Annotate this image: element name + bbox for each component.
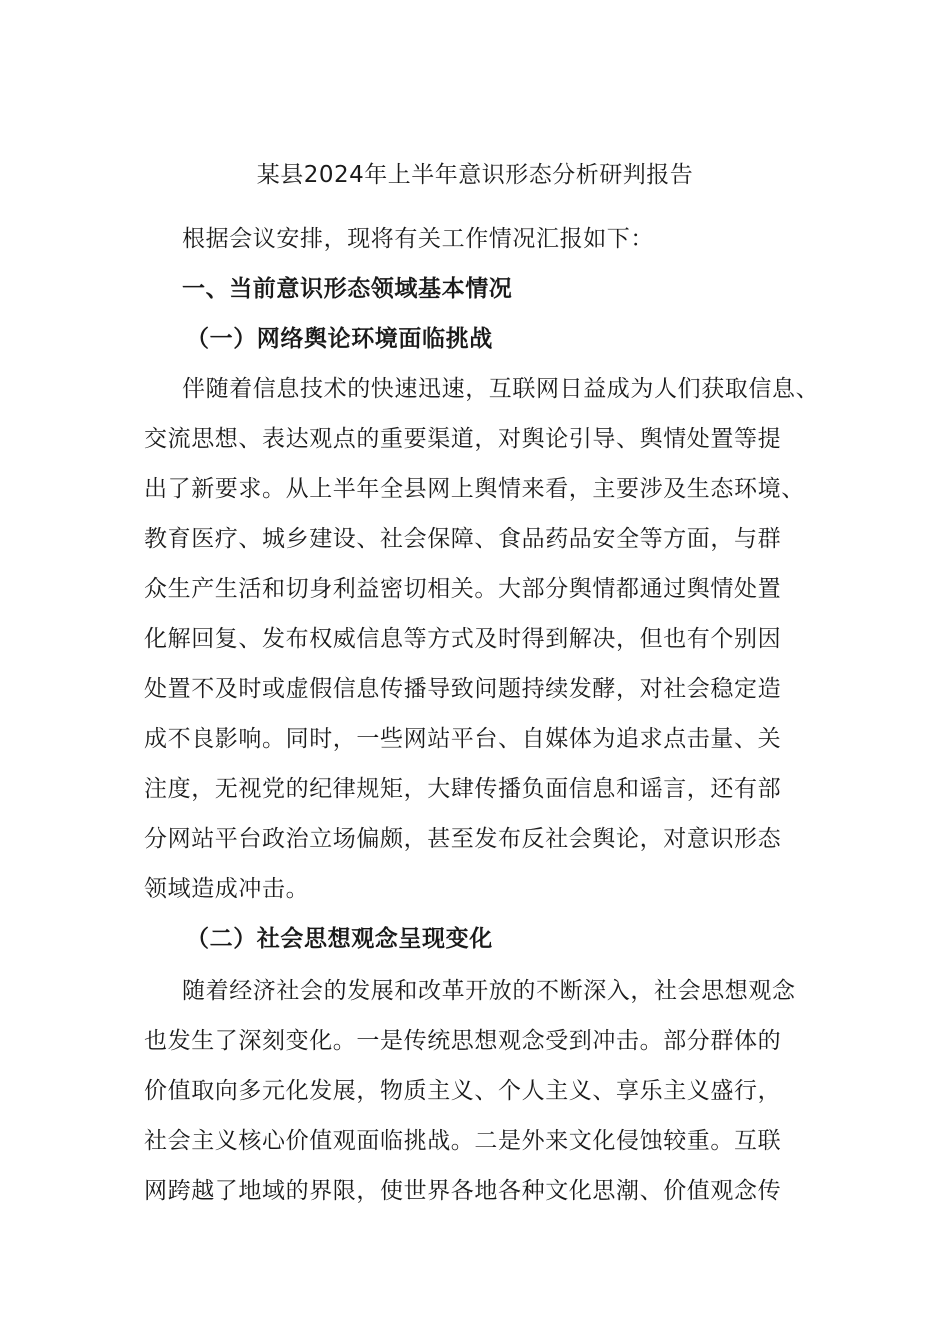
paragraph-line: 化解回复、发布权威信息等方式及时得到解决，但也有个别因 [144, 626, 782, 652]
paragraph-line: 出了新要求。从上半年全县网上舆情来看，主要涉及生态环境、 [144, 476, 805, 502]
paragraph-line: 交流思想、表达观点的重要渠道，对舆论引导、舆情处置等提 [144, 426, 782, 452]
subsection-heading-2: （二）社会思想观念呈现变化 [186, 926, 493, 952]
paragraph-line: 领域造成冲击。 [144, 876, 310, 902]
paragraph-line: 注度，无视党的纪律规矩，大肆传播负面信息和谣言，还有部 [144, 776, 782, 802]
subsection-heading-1: （一）网络舆论环境面临挑战 [186, 326, 493, 352]
paragraph-line: 伴随着信息技术的快速迅速，互联网日益成为人们获取信息、 [182, 376, 820, 402]
paragraph-line: 网跨越了地域的界限，使世界各地各种文化思潮、价值观念传 [144, 1178, 782, 1204]
paragraph-line: 成不良影响。同时，一些网站平台、自媒体为追求点击量、关 [144, 726, 782, 752]
paragraph-line: 随着经济社会的发展和改革开放的不断深入，社会思想观念 [182, 978, 796, 1004]
paragraph-line: 社会主义核心价值观面临挑战。二是外来文化侵蚀较重。互联 [144, 1128, 782, 1154]
paragraph-line: 教育医疗、城乡建设、社会保障、食品药品安全等方面，与群 [144, 526, 782, 552]
paragraph-line: 处置不及时或虚假信息传播导致问题持续发酵，对社会稳定造 [144, 676, 782, 702]
section-heading-1: 一、当前意识形态领域基本情况 [182, 276, 513, 302]
intro-paragraph: 根据会议安排，现将有关工作情况汇报如下： [182, 226, 654, 252]
paragraph-line: 众生产生活和切身利益密切相关。大部分舆情都通过舆情处置 [144, 576, 782, 602]
paragraph-line: 价值取向多元化发展，物质主义、个人主义、享乐主义盛行， [144, 1078, 782, 1104]
document-title: 某县2024年上半年意识形态分析研判报告 [256, 162, 694, 188]
paragraph-line: 分网站平台政治立场偏颇，甚至发布反社会舆论，对意识形态 [144, 826, 782, 852]
paragraph-line: 也发生了深刻变化。一是传统思想观念受到冲击。部分群体的 [144, 1028, 782, 1054]
